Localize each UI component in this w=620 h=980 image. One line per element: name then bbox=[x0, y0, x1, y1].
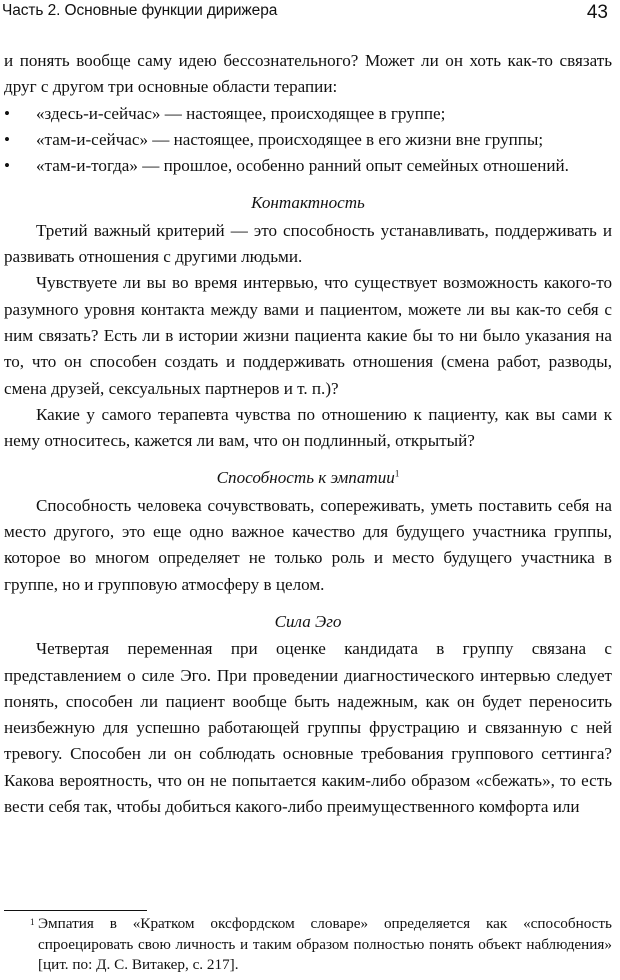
footnote-mark: 1 bbox=[30, 917, 35, 927]
footnote-text: Эмпатия в «Кратком оксфордском словаре» определяется как «способность спроецировать свою личность и таким образом полностью понять объект наблюдения» [цит. по: Д. С. Витакер, с. 217]. bbox=[38, 915, 612, 973]
therapy-areas-list bbox=[4, 101, 612, 180]
list-item-text: «здесь-и-сейчас» — настоящее, происходящее в группе; bbox=[36, 103, 446, 123]
footnote-reference: 1 bbox=[394, 468, 400, 479]
empathy-paragraph: Способность человека сочувствовать, сопереживать, уметь поставить себя на место другого, это еще одно важное качество для будущего участника группы, которое во многом определяет не только роль и место будущего участника в группе, но и групповую атмосферу в целом. bbox=[4, 495, 612, 594]
list-item-text: «там-и-сейчас» — настоящее, происходящее в его жизни вне группы; bbox=[36, 129, 544, 149]
list-item bbox=[4, 101, 612, 127]
bullet-icon: • bbox=[4, 103, 10, 123]
list-item-text: «там-и-тогда» — прошлое, особенно ранний опыт семейных отношений. bbox=[36, 156, 569, 176]
running-title: Часть 2. Основные функции дирижера bbox=[2, 2, 278, 19]
contact-paragraph: Третий важный критерий — это способность устанавливать, поддерживать и развивать отношения с другими людьми. bbox=[4, 220, 612, 267]
page-number: 43 bbox=[586, 2, 608, 23]
bullet-icon: • bbox=[4, 129, 10, 149]
page-body bbox=[4, 48, 612, 820]
ego-paragraph: Четвертая переменная при оценке кандидата в группу связана с представлением о силе Эго. При проведении диагностического интервью следует понять, способен ли пациент вообще быть надежным, как он будет переносить неизбежную для успешно работающей группы фрустрацию и связанную с ней тревогу. Способен ли он соблюдать основные требования группового сеттинга? Какова вероятность, что он не попытается каким-либо образом «сбежать», то есть вести себя так, чтобы добиться какого-либо преимущественного комфорта или bbox=[4, 639, 612, 817]
contact-paragraph: Какие у самого терапевта чувства по отношению к пациенту, как вы сами к нему относитесь, кажется ли вам, что он подлинный, открытый? bbox=[4, 404, 612, 451]
list-item bbox=[4, 127, 612, 153]
contact-paragraph: Чувствуете ли вы во время интервью, что существует возможность какого-то разумного уровня контакта между вами и пациентом, можете ли вы как-то себя с ним связать? Есть ли в истории жизни пациента какие бы то ни было указания на то, что он способен создать и поддерживать отношения (смена работ, разводы, смена друзей, сексуальных партнеров и т. п.)? bbox=[4, 273, 612, 398]
intro-paragraph: и понять вообще саму идею бессознательного? Может ли он хоть как-то связать друг с другом три основные области терапии: bbox=[4, 51, 612, 97]
bullet-icon: • bbox=[4, 156, 10, 176]
section-title-contact: Контактность bbox=[251, 193, 365, 213]
section-title-ego: Сила Эго bbox=[274, 611, 342, 631]
list-item bbox=[4, 153, 612, 179]
section-title-empathy-text: Способность к эмпатии bbox=[216, 468, 395, 488]
footnote-paragraph bbox=[4, 914, 612, 976]
section-title-empathy bbox=[4, 454, 612, 492]
footnote bbox=[4, 914, 612, 976]
footnote-divider bbox=[4, 910, 147, 911]
